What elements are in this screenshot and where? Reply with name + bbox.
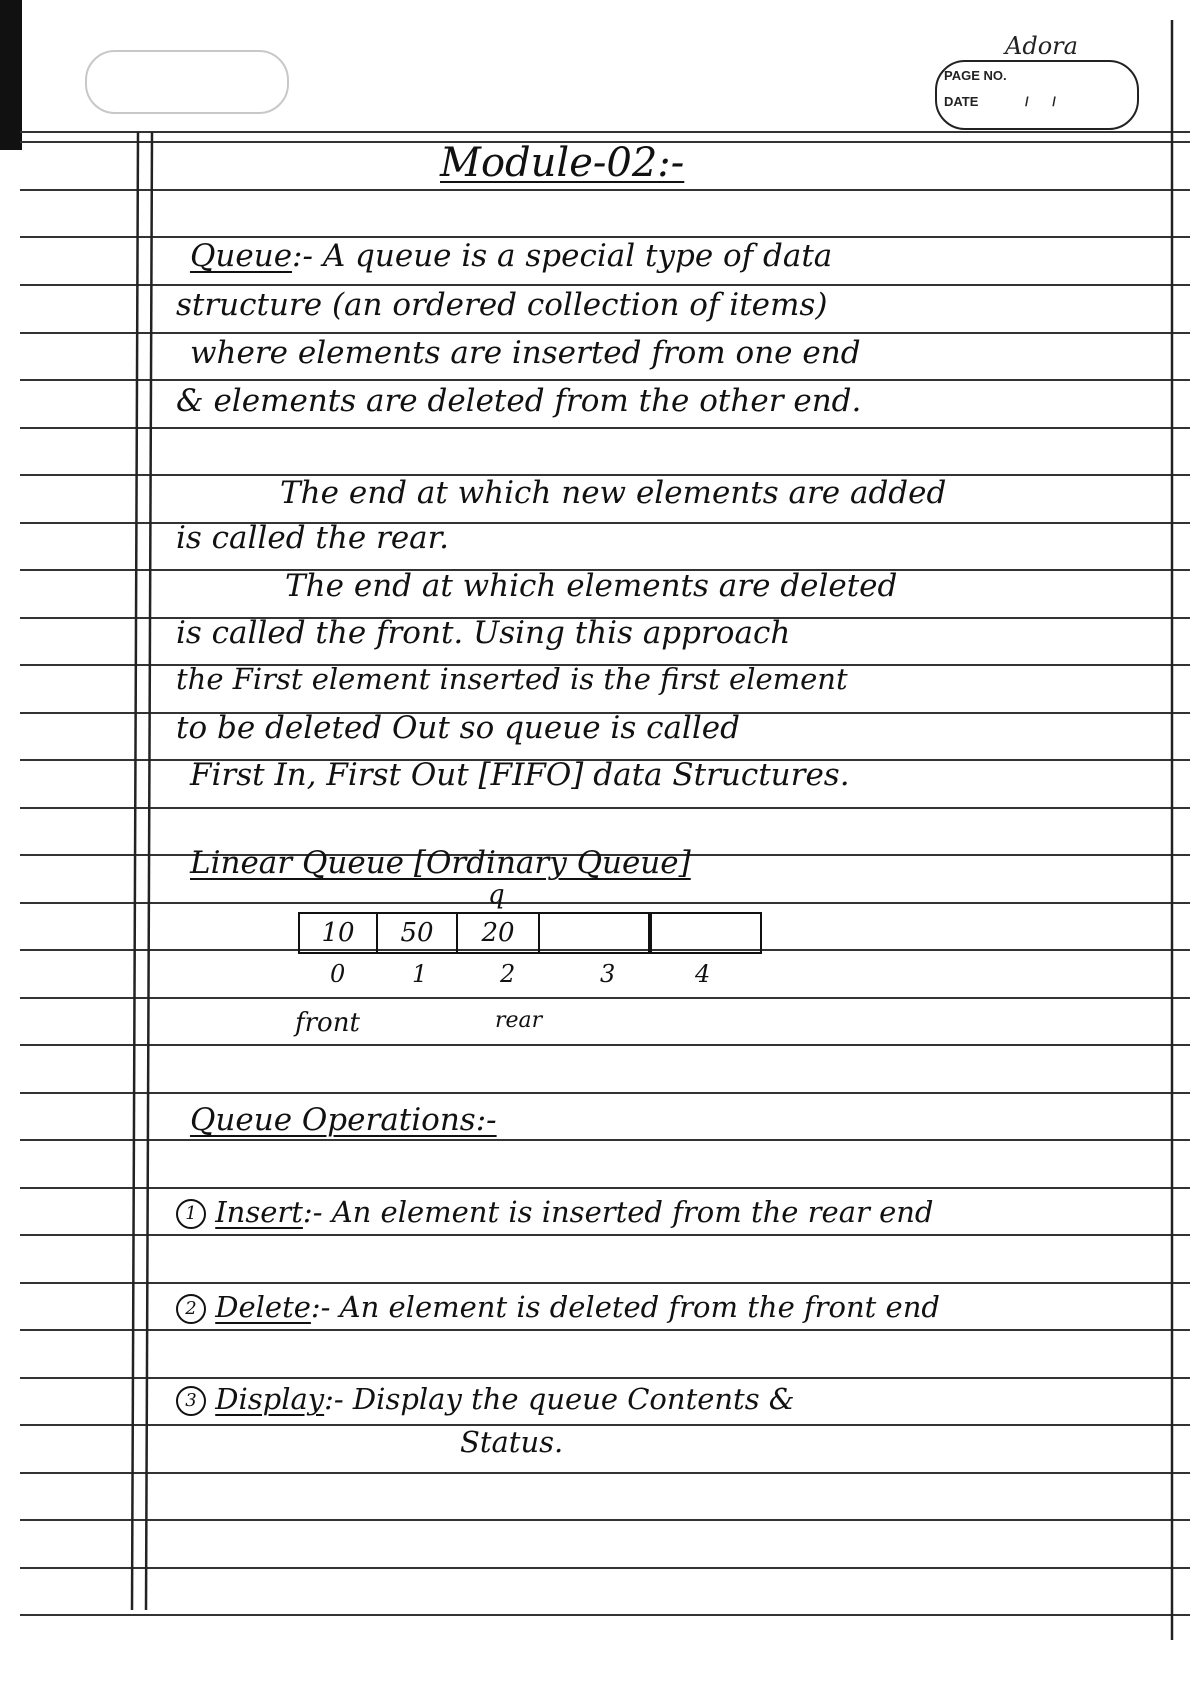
queue-definition-line-4: & elements are deleted from the other end. <box>176 383 862 419</box>
queue-definition-line-3: where elements are inserted from one end <box>190 335 861 371</box>
rear-pointer-label: rear <box>495 1008 543 1033</box>
operation-display: 3 Display:- Display the queue Contents & <box>176 1382 795 1416</box>
page-title: Module-02:- <box>440 140 685 186</box>
front-definition-line-1: The end at which elements are deleted <box>285 568 898 604</box>
queue-index-4: 4 <box>695 960 711 988</box>
operation-number-2: 2 <box>176 1294 206 1324</box>
operation-number-3: 3 <box>176 1386 206 1416</box>
operations-heading: Queue Operations:- <box>190 1102 497 1138</box>
rear-definition-line-1: The end at which new elements are added <box>280 475 947 511</box>
linear-queue-heading: Linear Queue [Ordinary Queue] <box>190 845 691 881</box>
page-no-label: PAGE NO. <box>944 68 1007 83</box>
front-pointer-label: front <box>295 1008 360 1038</box>
operation-insert: 1 Insert:- An element is inserted from the rear end <box>176 1195 933 1229</box>
bleed-through-stamp <box>85 50 289 114</box>
rear-definition-line-2: is called the rear. <box>176 520 449 556</box>
queue-cell-1: 50 <box>378 912 458 954</box>
operation-display-continuation: Status. <box>460 1425 564 1459</box>
queue-cell-0: 10 <box>298 912 378 954</box>
queue-cell-2: 20 <box>458 912 540 954</box>
queue-cell-3 <box>540 912 650 954</box>
date-value: / / <box>1025 94 1066 109</box>
queue-name-label: q <box>488 880 505 910</box>
front-definition-line-4: to be deleted Out so queue is called <box>176 710 740 746</box>
queue-index-1: 1 <box>412 960 428 988</box>
queue-definition-line-2: structure (an ordered collection of items) <box>176 287 828 323</box>
queue-index-3: 3 <box>600 960 616 988</box>
front-definition-line-2: is called the front. Using this approach <box>176 615 791 651</box>
queue-index-2: 2 <box>500 960 516 988</box>
front-definition-line-5: First In, First Out [FIFO] data Structures. <box>190 757 850 793</box>
queue-definition-line-1: Queue:- A queue is a special type of data <box>190 238 833 274</box>
queue-term: Queue <box>190 238 293 274</box>
front-definition-line-3: the First element inserted is the first element <box>176 662 848 696</box>
brand-logo: Adora <box>1005 32 1078 60</box>
queue-index-0: 0 <box>330 960 346 988</box>
queue-cell-4 <box>650 912 762 954</box>
date-label: DATE <box>944 94 979 109</box>
operation-delete: 2 Delete:- An element is deleted from the front end <box>176 1290 940 1324</box>
operation-number-1: 1 <box>176 1199 206 1229</box>
